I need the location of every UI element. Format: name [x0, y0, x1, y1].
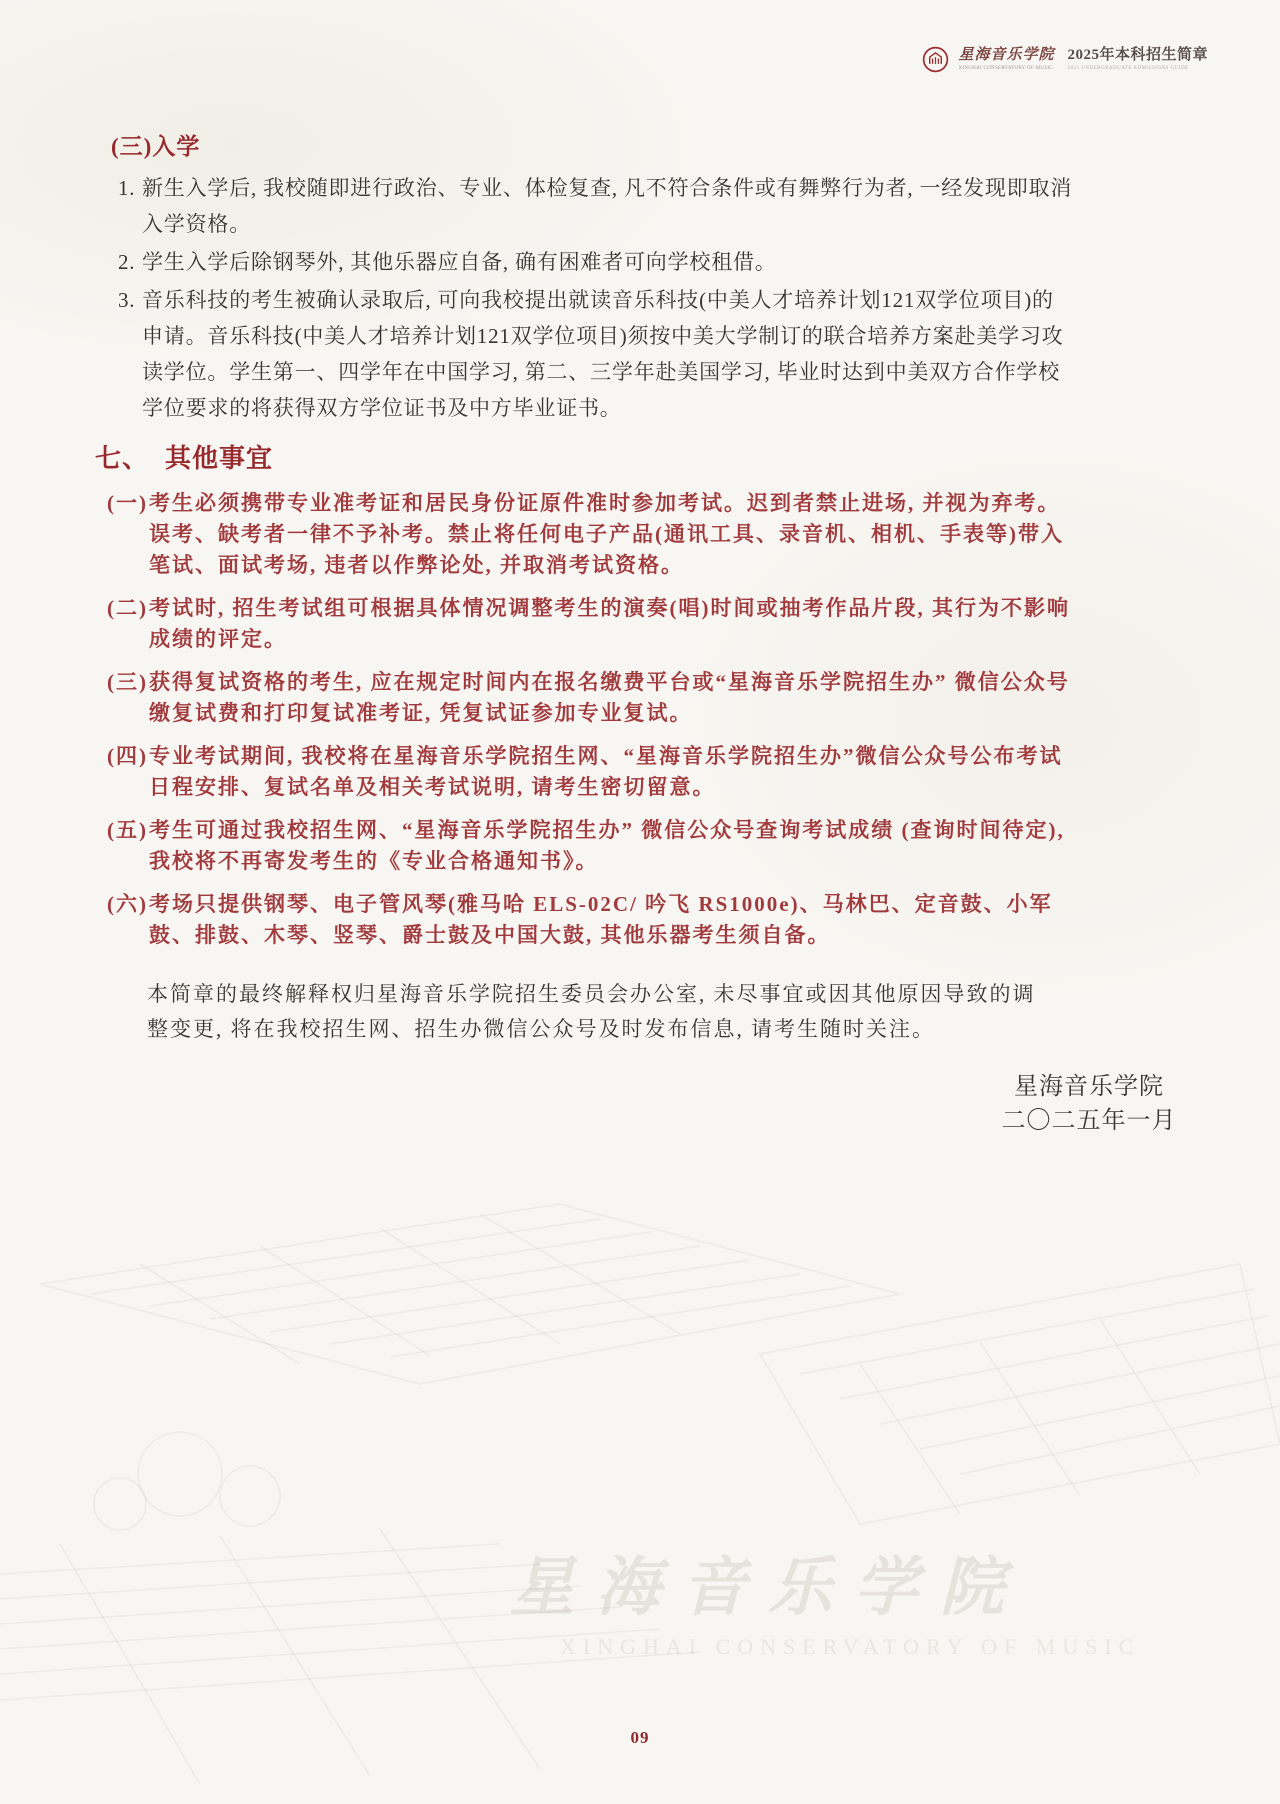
section-number: 七、: [95, 444, 150, 473]
page-number: 09: [630, 1728, 650, 1747]
list-item: [107, 815, 1073, 877]
school-name: 星海音乐学院: [958, 47, 1055, 63]
brochure-title-block: [1067, 48, 1208, 72]
brochure-title-en: 2025 UNDERGRADUATE ADMISSIONS GUIDE: [1067, 66, 1189, 72]
signature-block: [1000, 1070, 1178, 1138]
list-item-text: 音乐科技的考生被确认录取后, 可向我校提出就读音乐科技(中美人才培养计划121双学位项目)的申请。音乐科技(中美人才培养计划121双学位项目)须按中美大学制订的联合培养方案赴美学习攻读学位。学生第一、四学年在中国学习, 第二、三学年赴美国学习, 毕业时达到中美双方合作学校学位要求的将获得双方学位证书及中方毕业证书。: [142, 288, 1064, 420]
list-item-number: (五): [107, 818, 148, 842]
list-item: [107, 170, 1073, 242]
watermark-school-name: 星海音乐学院: [510, 1552, 1026, 1623]
list-item: [107, 244, 1073, 280]
list-item: [107, 889, 1073, 951]
list-item-number: (二): [107, 596, 148, 620]
list-item-number: (三): [107, 670, 148, 694]
list-item-number: (六): [107, 892, 148, 916]
list-item-number: (四): [107, 744, 148, 768]
list-item-text: 考生必须携带专业准考证和居民身份证原件准时参加考试。迟到者禁止进场, 并视为弃考。误考、缺考者一律不予补考。禁止将任何电子产品(通讯工具、录音机、相机、手表等)带入笔试、面试考场, 违者以作弊论处, 并取消考试资格。: [149, 491, 1064, 577]
list-item: [107, 741, 1073, 803]
list-item-number: (一): [107, 491, 148, 515]
list-item: [107, 282, 1073, 426]
school-name-en: XINGHAI CONSERVATORY OF MUSIC: [958, 65, 1053, 71]
list-item-text: 考场只提供钢琴、电子管风琴(雅马哈 ELS-02C/ 吟飞 RS1000e)、马林巴、定音鼓、小军鼓、排鼓、木琴、竖琴、爵士鼓及中国大鼓, 其他乐器考生须自备。: [149, 892, 1053, 947]
watermark-school-name-en: XINGHAI CONSERVATORY OF MUSIC: [560, 1634, 1141, 1659]
list-item: [107, 667, 1073, 729]
building-sketch-watermark: [0, 1144, 1280, 1804]
brochure-title: 2025年本科招生简章: [1067, 46, 1208, 63]
list-item-text: 专业考试期间, 我校将在星海音乐学院招生网、“星海音乐学院招生办”微信公众号公布考试日程安排、复试名单及相关考试说明, 请考生密切留意。: [149, 744, 1063, 799]
section-heading-other-matters: [95, 438, 1073, 475]
building-sketch-art: [0, 1144, 1280, 1804]
signature-school: 星海音乐学院: [1014, 1074, 1164, 1100]
list-item: [107, 593, 1073, 655]
school-logo-icon: [922, 46, 949, 73]
list-item-text: 学生入学后除钢琴外, 其他乐器应自备, 确有困难者可向学校租借。: [142, 250, 777, 274]
list-item-text: 新生入学后, 我校随即进行政治、专业、体检复查, 凡不符合条件或有舞弊行为者, 一经发现即取消入学资格。: [142, 176, 1073, 236]
list-item-text: 获得复试资格的考生, 应在规定时间内在报名缴费平台或“星海音乐学院招生办” 微信公众号缴复试费和打印复试准考证, 凭复试证参加专业复试。: [149, 670, 1070, 725]
list-item-number: 2.: [118, 250, 136, 274]
document-body: [95, 128, 1073, 1047]
closing-paragraph: 本简章的最终解释权归星海音乐学院招生委员会办公室, 未尽事宜或因其他原因导致的调整变更, 将在我校招生网、招生办微信公众号及时发布信息, 请考生随时关注。: [147, 982, 1036, 1041]
list-item-number: 1.: [118, 176, 136, 200]
signature-date: 二〇二五年一月: [1001, 1108, 1177, 1134]
page-header: [922, 46, 1208, 73]
list-item-text: 考试时, 招生考试组可根据具体情况调整考生的演奏(唱)时间或抽考作品片段, 其行为不影响成绩的评定。: [149, 596, 1070, 651]
list-item-number: 3.: [118, 288, 136, 312]
list-item: [107, 488, 1073, 581]
school-name-block: [958, 48, 1054, 71]
section-heading-enrollment: (三)入学: [111, 134, 201, 159]
list-item-text: 考生可通过我校招生网、“星海音乐学院招生办” 微信公众号查询考试成绩 (查询时间待定), 我校将不再寄发考生的《专业合格通知书》。: [149, 818, 1065, 873]
section-title: 其他事宜: [165, 444, 274, 473]
